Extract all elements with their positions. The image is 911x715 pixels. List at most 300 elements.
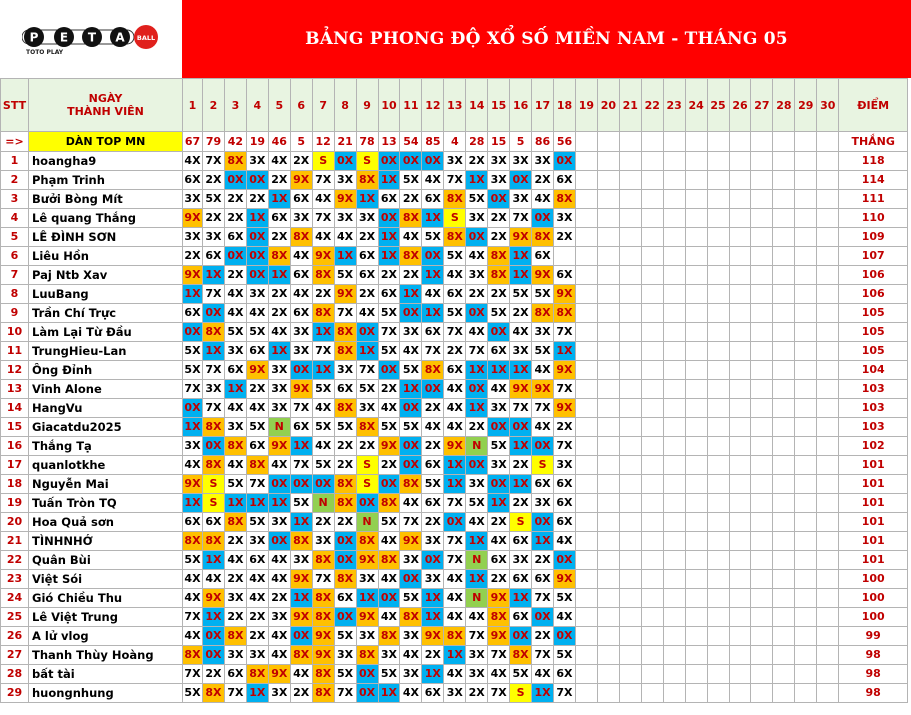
empty-cell <box>751 665 773 684</box>
result-cell: 3X <box>466 266 488 285</box>
empty-cell <box>619 437 641 456</box>
empty-cell <box>619 456 641 475</box>
empty-cell <box>641 494 663 513</box>
row-stt: 19 <box>1 494 29 513</box>
empty-cell <box>575 209 597 228</box>
member-row <box>1 285 908 304</box>
empty-cell <box>817 475 839 494</box>
header-day: 5 <box>268 79 290 132</box>
result-cell: 3X <box>378 646 400 665</box>
empty-cell <box>795 361 817 380</box>
result-cell: 8X <box>224 513 246 532</box>
empty-cell <box>817 418 839 437</box>
member-name: hoangha9 <box>29 152 183 171</box>
result-cell: 2X <box>246 627 268 646</box>
result-cell: 0X <box>488 418 510 437</box>
empty-cell <box>575 342 597 361</box>
result-cell: 6X <box>183 513 203 532</box>
empty-cell <box>817 380 839 399</box>
empty-cell <box>729 437 751 456</box>
result-cell: 0X <box>246 266 268 285</box>
empty-cell <box>619 513 641 532</box>
result-cell: 3X <box>422 570 444 589</box>
result-cell: 4X <box>422 418 444 437</box>
empty-cell <box>707 171 729 190</box>
member-name: Ông Đỉnh <box>29 361 183 380</box>
result-cell: 2X <box>334 437 356 456</box>
empty-cell <box>817 570 839 589</box>
result-cell: 3X <box>203 228 225 247</box>
result-cell: 6X <box>183 171 203 190</box>
member-name: Lê quang Thắng <box>29 209 183 228</box>
member-row <box>1 228 908 247</box>
result-cell: 0X <box>510 171 532 190</box>
result-cell: 2X <box>510 456 532 475</box>
result-cell: 3X <box>290 209 312 228</box>
result-cell: 2X <box>312 285 334 304</box>
result-cell: S <box>510 513 532 532</box>
empty-cell <box>685 361 707 380</box>
empty-cell <box>707 285 729 304</box>
empty-cell <box>751 475 773 494</box>
result-cell: 6X <box>554 266 576 285</box>
result-cell: 5X <box>466 494 488 513</box>
result-cell: 0X <box>378 361 400 380</box>
empty-cell <box>751 494 773 513</box>
result-cell: 4X <box>400 646 422 665</box>
banner <box>0 0 911 78</box>
result-cell: 3X <box>466 209 488 228</box>
header-day: 17 <box>532 79 554 132</box>
member-score: 114 <box>839 171 908 190</box>
empty-cell <box>685 608 707 627</box>
dan-top-number: 5 <box>290 132 312 152</box>
member-name: bất tài <box>29 665 183 684</box>
member-name: TÌNHNHỚ <box>29 532 183 551</box>
empty-cell <box>663 304 685 323</box>
logo-area <box>0 0 182 78</box>
member-row <box>1 399 908 418</box>
empty-cell <box>729 152 751 171</box>
result-cell: 2X <box>334 456 356 475</box>
empty-cell <box>817 456 839 475</box>
result-cell: 5X <box>488 437 510 456</box>
result-cell: 1X <box>510 475 532 494</box>
empty-cell <box>729 551 751 570</box>
empty-cell <box>641 513 663 532</box>
result-cell: 4X <box>224 285 246 304</box>
result-cell: 4X <box>444 570 466 589</box>
result-cell: 3X <box>290 342 312 361</box>
empty-cell <box>575 285 597 304</box>
member-score: 101 <box>839 551 908 570</box>
result-cell: 4X <box>312 437 334 456</box>
result-cell: 1X <box>356 342 378 361</box>
empty-cell <box>641 247 663 266</box>
empty-cell <box>707 304 729 323</box>
result-cell: S <box>444 209 466 228</box>
result-cell: 6X <box>422 456 444 475</box>
empty-cell <box>795 399 817 418</box>
member-score: 100 <box>839 570 908 589</box>
result-cell: 3X <box>400 551 422 570</box>
result-cell: 8X <box>400 608 422 627</box>
result-cell: 0X <box>554 627 576 646</box>
empty-cell <box>773 665 795 684</box>
result-cell: 0X <box>466 304 488 323</box>
member-name: Bưởi Bòng Mít <box>29 190 183 209</box>
empty-cell <box>773 171 795 190</box>
member-name: Thanh Thùy Hoàng <box>29 646 183 665</box>
empty-cell <box>619 418 641 437</box>
empty-cell <box>663 209 685 228</box>
empty-cell <box>663 285 685 304</box>
empty-cell <box>817 551 839 570</box>
empty-cell <box>817 247 839 266</box>
result-cell: 2X <box>488 570 510 589</box>
result-cell: 2X <box>554 418 576 437</box>
result-cell: 6X <box>378 285 400 304</box>
result-cell: 3X <box>356 209 378 228</box>
result-cell: 4X <box>268 646 290 665</box>
result-cell: 7X <box>312 342 334 361</box>
row-stt: 9 <box>1 304 29 323</box>
empty-cell <box>685 570 707 589</box>
result-cell: 3X <box>246 532 268 551</box>
result-cell: 5X <box>400 589 422 608</box>
result-cell: 9X <box>444 437 466 456</box>
empty-cell <box>575 684 597 703</box>
member-name: Liêu Hồn <box>29 247 183 266</box>
result-cell: 4X <box>444 418 466 437</box>
empty-cell <box>685 437 707 456</box>
empty-cell <box>729 418 751 437</box>
result-cell: 0X <box>400 456 422 475</box>
empty-cell <box>641 380 663 399</box>
empty-cell <box>575 266 597 285</box>
empty-cell <box>619 551 641 570</box>
result-cell: 6X <box>183 304 203 323</box>
header-day: 13 <box>444 79 466 132</box>
result-cell: 1X <box>378 684 400 703</box>
result-cell: S <box>510 684 532 703</box>
member-row <box>1 437 908 456</box>
member-name: Thắng Tạ <box>29 437 183 456</box>
empty-cell <box>707 513 729 532</box>
empty-cell <box>817 171 839 190</box>
result-cell: 8X <box>334 323 356 342</box>
result-cell: 0X <box>554 551 576 570</box>
result-cell: 0X <box>444 513 466 532</box>
empty-cell <box>817 665 839 684</box>
result-cell: 1X <box>510 247 532 266</box>
result-cell: 5X <box>224 323 246 342</box>
empty-cell <box>817 323 839 342</box>
result-cell: 8X <box>312 266 334 285</box>
result-cell: 6X <box>532 475 554 494</box>
empty-cell <box>817 627 839 646</box>
row-stt: 26 <box>1 627 29 646</box>
empty-cell <box>817 399 839 418</box>
member-score: 98 <box>839 684 908 703</box>
empty-cell <box>619 665 641 684</box>
result-cell: 7X <box>378 323 400 342</box>
member-name: HangVu <box>29 399 183 418</box>
result-cell: 1X <box>466 171 488 190</box>
row-stt: 5 <box>1 228 29 247</box>
result-cell: 0X <box>400 437 422 456</box>
result-cell: 5X <box>378 513 400 532</box>
result-cell: 8X <box>224 437 246 456</box>
dan-arrow: => <box>1 132 29 152</box>
result-cell: 8X <box>444 627 466 646</box>
result-cell: 2X <box>422 646 444 665</box>
empty-cell <box>751 380 773 399</box>
result-cell: 2X <box>400 266 422 285</box>
result-cell: 1X <box>312 323 334 342</box>
result-cell: 6X <box>422 494 444 513</box>
row-stt: 27 <box>1 646 29 665</box>
result-cell: 5X <box>532 285 554 304</box>
empty-cell <box>619 247 641 266</box>
result-cell: 9X <box>183 209 203 228</box>
result-cell: 6X <box>510 608 532 627</box>
member-row <box>1 513 908 532</box>
empty-cell <box>685 285 707 304</box>
empty-cell <box>795 266 817 285</box>
result-cell: 3X <box>183 190 203 209</box>
empty-cell <box>773 494 795 513</box>
result-cell: 8X <box>183 646 203 665</box>
empty-cell <box>619 342 641 361</box>
result-cell: 5X <box>246 513 268 532</box>
empty-cell <box>707 152 729 171</box>
standings-table <box>0 78 908 703</box>
result-cell: 1X <box>183 285 203 304</box>
result-cell: 9X <box>312 247 334 266</box>
result-cell: 9X <box>554 399 576 418</box>
dan-top-number: 67 <box>183 132 203 152</box>
empty-cell <box>619 228 641 247</box>
result-cell: 0X <box>183 399 203 418</box>
header-day: 21 <box>619 79 641 132</box>
result-cell: 2X <box>378 266 400 285</box>
result-cell: 2X <box>532 171 554 190</box>
empty-cell <box>751 285 773 304</box>
result-cell: 2X <box>203 171 225 190</box>
result-cell: 0X <box>224 171 246 190</box>
result-cell: 6X <box>334 380 356 399</box>
result-cell: 3X <box>488 456 510 475</box>
header-day: 23 <box>663 79 685 132</box>
result-cell: 8X <box>400 475 422 494</box>
result-cell: 8X <box>400 209 422 228</box>
result-cell: 6X <box>268 209 290 228</box>
row-stt: 7 <box>1 266 29 285</box>
member-row <box>1 475 908 494</box>
result-cell: 4X <box>400 684 422 703</box>
result-cell: 2X <box>224 608 246 627</box>
result-cell: 1X <box>356 589 378 608</box>
header-day: 24 <box>685 79 707 132</box>
empty-cell <box>597 684 619 703</box>
empty-cell <box>729 171 751 190</box>
member-name: LuuBang <box>29 285 183 304</box>
result-cell: 1X <box>510 437 532 456</box>
result-cell: 6X <box>203 513 225 532</box>
result-cell: 6X <box>444 285 466 304</box>
result-cell: 8X <box>334 399 356 418</box>
empty-cell <box>773 380 795 399</box>
dan-top-number: 21 <box>334 132 356 152</box>
result-cell: 9X <box>246 361 268 380</box>
result-cell: 4X <box>224 551 246 570</box>
empty-cell <box>751 456 773 475</box>
result-cell: 3X <box>224 646 246 665</box>
row-stt: 8 <box>1 285 29 304</box>
result-cell: 4X <box>312 190 334 209</box>
result-cell: 4X <box>224 304 246 323</box>
empty-cell <box>685 665 707 684</box>
empty-cell <box>773 190 795 209</box>
result-cell: 0X <box>378 475 400 494</box>
empty-cell <box>773 285 795 304</box>
result-cell: 8X <box>488 608 510 627</box>
result-cell: 0X <box>378 209 400 228</box>
result-cell: 8X <box>554 190 576 209</box>
header-ngay-line2: THÀNH VIÊN <box>67 105 144 118</box>
result-cell: 8X <box>203 418 225 437</box>
result-cell: 8X <box>356 532 378 551</box>
empty-cell <box>575 190 597 209</box>
empty-cell <box>817 190 839 209</box>
member-row <box>1 665 908 684</box>
header-day: 10 <box>378 79 400 132</box>
empty-cell <box>685 589 707 608</box>
dan-top-row <box>1 132 908 152</box>
empty-cell <box>817 437 839 456</box>
empty-cell <box>795 323 817 342</box>
result-cell: N <box>466 589 488 608</box>
member-score: 99 <box>839 627 908 646</box>
result-cell: 7X <box>488 684 510 703</box>
empty-cell <box>729 627 751 646</box>
result-cell: 5X <box>246 323 268 342</box>
empty-cell <box>597 399 619 418</box>
result-cell: 3X <box>400 323 422 342</box>
result-cell: 7X <box>203 399 225 418</box>
result-cell: 0X <box>554 152 576 171</box>
result-cell: 1X <box>334 247 356 266</box>
result-cell: 2X <box>356 437 378 456</box>
result-cell: 0X <box>312 475 334 494</box>
result-cell: 5X <box>444 304 466 323</box>
result-cell: 4X <box>554 532 576 551</box>
result-cell: S <box>356 475 378 494</box>
result-cell: 0X <box>356 494 378 513</box>
empty-cell <box>751 627 773 646</box>
empty-cell <box>663 152 685 171</box>
result-cell: 8X <box>334 570 356 589</box>
result-cell: 3X <box>246 646 268 665</box>
empty-cell <box>663 646 685 665</box>
result-cell: 3X <box>466 475 488 494</box>
member-row <box>1 684 908 703</box>
empty-cell <box>663 513 685 532</box>
empty-cell <box>597 380 619 399</box>
member-score: 101 <box>839 532 908 551</box>
empty-cell <box>817 513 839 532</box>
member-score: 105 <box>839 323 908 342</box>
result-cell: 4X <box>334 228 356 247</box>
result-cell: 4X <box>532 665 554 684</box>
empty-cell <box>751 190 773 209</box>
header-day: 14 <box>466 79 488 132</box>
result-cell: N <box>466 551 488 570</box>
empty-cell <box>751 646 773 665</box>
result-cell: 4X <box>312 399 334 418</box>
empty-cell <box>773 361 795 380</box>
result-cell: 3X <box>510 342 532 361</box>
member-score: 104 <box>839 361 908 380</box>
result-cell: 8X <box>290 646 312 665</box>
empty-cell <box>751 551 773 570</box>
member-name: Quân Bùi <box>29 551 183 570</box>
empty-cell <box>707 247 729 266</box>
result-cell: 8X <box>378 627 400 646</box>
result-cell: N <box>356 513 378 532</box>
empty-cell <box>729 456 751 475</box>
result-cell: 9X <box>356 608 378 627</box>
empty-cell <box>597 608 619 627</box>
result-cell: 4X <box>203 570 225 589</box>
result-cell: 2X <box>334 513 356 532</box>
result-cell: 5X <box>554 646 576 665</box>
result-cell: 2X <box>224 532 246 551</box>
result-cell: 0X <box>422 380 444 399</box>
result-cell: 2X <box>466 684 488 703</box>
empty-cell <box>641 665 663 684</box>
result-cell: 8X <box>224 627 246 646</box>
empty-cell <box>663 132 685 152</box>
result-cell: 5X <box>488 304 510 323</box>
result-cell: 5X <box>422 228 444 247</box>
result-cell: 0X <box>532 513 554 532</box>
result-cell: 0X <box>356 684 378 703</box>
result-cell: 8X <box>203 323 225 342</box>
result-cell: 9X <box>422 627 444 646</box>
row-stt: 12 <box>1 361 29 380</box>
result-cell: 5X <box>378 342 400 361</box>
result-cell: 5X <box>378 304 400 323</box>
result-cell: 3X <box>466 646 488 665</box>
result-cell: 5X <box>532 342 554 361</box>
empty-cell <box>619 380 641 399</box>
member-row <box>1 190 908 209</box>
empty-cell <box>751 399 773 418</box>
result-cell: 8X <box>246 665 268 684</box>
empty-cell <box>795 646 817 665</box>
member-score: 103 <box>839 418 908 437</box>
empty-cell <box>795 132 817 152</box>
empty-cell <box>597 190 619 209</box>
result-cell: 2X <box>290 684 312 703</box>
empty-cell <box>663 399 685 418</box>
result-cell: 8X <box>400 247 422 266</box>
member-score: 98 <box>839 646 908 665</box>
dan-top-number: 13 <box>378 132 400 152</box>
result-cell: 0X <box>246 247 268 266</box>
